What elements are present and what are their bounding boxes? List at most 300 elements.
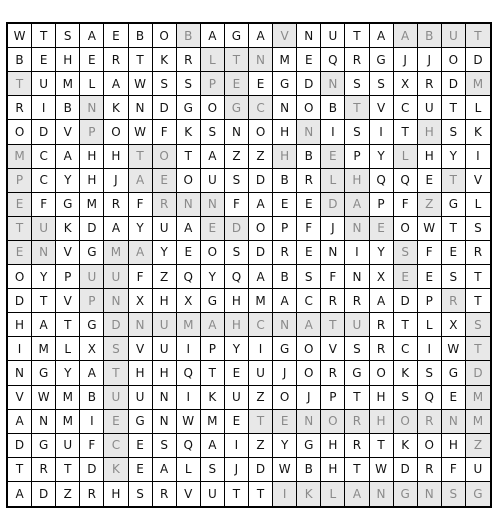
grid-cell[interactable]: F <box>153 120 177 144</box>
grid-cell[interactable]: D <box>225 217 249 241</box>
grid-cell[interactable]: F <box>321 265 345 289</box>
grid-cell[interactable]: R <box>8 96 32 120</box>
grid-cell[interactable]: Y <box>225 337 249 361</box>
grid-cell[interactable]: A <box>297 313 321 337</box>
grid-cell[interactable]: B <box>8 48 32 72</box>
grid-cell[interactable]: L <box>394 145 418 169</box>
grid-cell[interactable]: I <box>466 145 490 169</box>
grid-cell[interactable]: R <box>466 241 490 265</box>
grid-cell[interactable]: E <box>273 410 297 434</box>
grid-cell[interactable]: N <box>8 361 32 385</box>
grid-cell[interactable]: N <box>321 72 345 96</box>
grid-cell[interactable]: N <box>177 193 201 217</box>
grid-cell[interactable]: S <box>466 217 490 241</box>
grid-cell[interactable]: G <box>80 313 104 337</box>
grid-cell[interactable]: N <box>153 386 177 410</box>
grid-cell[interactable]: T <box>442 169 466 193</box>
grid-cell[interactable]: G <box>466 482 490 506</box>
grid-cell[interactable]: K <box>394 361 418 385</box>
grid-cell[interactable]: P <box>321 386 345 410</box>
grid-cell[interactable]: C <box>249 96 273 120</box>
grid-cell[interactable]: R <box>345 434 369 458</box>
grid-cell[interactable]: R <box>321 289 345 313</box>
grid-cell[interactable]: L <box>80 72 104 96</box>
grid-cell[interactable]: S <box>297 265 321 289</box>
grid-cell[interactable]: T <box>345 96 369 120</box>
grid-cell[interactable]: M <box>56 410 80 434</box>
grid-cell[interactable]: Y <box>56 169 80 193</box>
grid-cell[interactable]: G <box>370 48 394 72</box>
grid-cell[interactable]: P <box>80 120 104 144</box>
grid-cell[interactable]: D <box>297 72 321 96</box>
grid-cell[interactable]: B <box>297 458 321 482</box>
grid-cell[interactable]: A <box>201 24 225 48</box>
grid-cell[interactable]: A <box>80 361 104 385</box>
grid-cell[interactable]: S <box>466 313 490 337</box>
grid-cell[interactable]: E <box>80 48 104 72</box>
grid-cell[interactable]: N <box>32 410 56 434</box>
grid-cell[interactable]: A <box>104 72 128 96</box>
grid-cell[interactable]: M <box>177 313 201 337</box>
grid-cell[interactable]: L <box>56 337 80 361</box>
grid-cell[interactable]: H <box>153 289 177 313</box>
grid-cell[interactable]: A <box>129 241 153 265</box>
grid-cell[interactable]: N <box>370 482 394 506</box>
grid-cell[interactable]: E <box>273 193 297 217</box>
grid-cell[interactable]: S <box>153 72 177 96</box>
grid-cell[interactable]: G <box>177 96 201 120</box>
grid-cell[interactable]: P <box>418 289 442 313</box>
grid-cell[interactable]: P <box>345 145 369 169</box>
grid-cell[interactable]: Q <box>418 386 442 410</box>
grid-cell[interactable]: V <box>273 24 297 48</box>
grid-cell[interactable]: H <box>321 434 345 458</box>
grid-cell[interactable]: H <box>80 145 104 169</box>
grid-cell[interactable]: R <box>418 410 442 434</box>
grid-cell[interactable]: G <box>297 434 321 458</box>
grid-cell[interactable]: O <box>442 48 466 72</box>
grid-cell[interactable]: U <box>466 458 490 482</box>
grid-cell[interactable]: F <box>394 193 418 217</box>
grid-cell[interactable]: A <box>104 217 128 241</box>
grid-cell[interactable]: U <box>345 313 369 337</box>
grid-cell[interactable]: J <box>418 48 442 72</box>
grid-cell[interactable]: N <box>345 217 369 241</box>
grid-cell[interactable]: J <box>321 217 345 241</box>
grid-cell[interactable]: D <box>32 120 56 144</box>
grid-cell[interactable]: Y <box>56 361 80 385</box>
grid-cell[interactable]: G <box>394 482 418 506</box>
grid-cell[interactable]: N <box>104 289 128 313</box>
grid-cell[interactable]: T <box>466 289 490 313</box>
grid-cell[interactable]: P <box>80 289 104 313</box>
grid-cell[interactable]: M <box>56 72 80 96</box>
grid-cell[interactable]: B <box>129 24 153 48</box>
grid-cell[interactable]: M <box>466 72 490 96</box>
grid-cell[interactable]: U <box>104 386 128 410</box>
grid-cell[interactable]: S <box>201 120 225 144</box>
grid-cell[interactable]: H <box>418 145 442 169</box>
grid-cell[interactable]: P <box>273 217 297 241</box>
grid-cell[interactable]: J <box>225 458 249 482</box>
grid-cell[interactable]: R <box>32 458 56 482</box>
grid-cell[interactable]: N <box>201 193 225 217</box>
grid-cell[interactable]: O <box>177 169 201 193</box>
grid-cell[interactable]: R <box>345 289 369 313</box>
grid-cell[interactable]: B <box>418 24 442 48</box>
grid-cell[interactable]: A <box>32 313 56 337</box>
grid-cell[interactable]: F <box>32 193 56 217</box>
grid-cell[interactable]: D <box>394 289 418 313</box>
grid-cell[interactable]: Z <box>153 265 177 289</box>
grid-cell[interactable]: S <box>442 482 466 506</box>
grid-cell[interactable]: N <box>129 96 153 120</box>
grid-cell[interactable]: F <box>225 193 249 217</box>
grid-cell[interactable]: T <box>442 96 466 120</box>
grid-cell[interactable]: M <box>201 410 225 434</box>
grid-cell[interactable]: T <box>345 386 369 410</box>
grid-cell[interactable]: M <box>273 48 297 72</box>
grid-cell[interactable]: D <box>80 458 104 482</box>
grid-cell[interactable]: H <box>345 169 369 193</box>
grid-cell[interactable]: Z <box>249 386 273 410</box>
grid-cell[interactable]: G <box>32 434 56 458</box>
grid-cell[interactable]: C <box>394 337 418 361</box>
grid-cell[interactable]: S <box>418 361 442 385</box>
grid-cell[interactable]: E <box>8 193 32 217</box>
grid-cell[interactable]: A <box>249 193 273 217</box>
grid-cell[interactable]: D <box>32 482 56 506</box>
grid-cell[interactable]: S <box>104 337 128 361</box>
grid-cell[interactable]: S <box>129 482 153 506</box>
grid-cell[interactable]: R <box>345 48 369 72</box>
grid-cell[interactable]: W <box>418 217 442 241</box>
grid-cell[interactable]: T <box>466 24 490 48</box>
grid-cell[interactable]: J <box>273 361 297 385</box>
grid-cell[interactable]: E <box>297 241 321 265</box>
grid-cell[interactable]: T <box>225 48 249 72</box>
grid-cell[interactable]: S <box>153 434 177 458</box>
grid-cell[interactable]: T <box>56 313 80 337</box>
grid-cell[interactable]: V <box>321 337 345 361</box>
grid-cell[interactable]: O <box>104 120 128 144</box>
grid-cell[interactable]: P <box>56 265 80 289</box>
grid-cell[interactable]: L <box>466 193 490 217</box>
grid-cell[interactable]: L <box>321 169 345 193</box>
grid-cell[interactable]: Q <box>321 48 345 72</box>
grid-cell[interactable]: U <box>321 24 345 48</box>
grid-cell[interactable]: D <box>321 193 345 217</box>
grid-cell[interactable]: X <box>80 337 104 361</box>
grid-cell[interactable]: N <box>249 48 273 72</box>
grid-cell[interactable]: W <box>8 24 32 48</box>
grid-cell[interactable]: E <box>321 145 345 169</box>
grid-cell[interactable]: W <box>177 410 201 434</box>
grid-cell[interactable]: H <box>225 289 249 313</box>
grid-cell[interactable]: S <box>370 72 394 96</box>
grid-cell[interactable]: M <box>466 410 490 434</box>
grid-cell[interactable]: O <box>394 217 418 241</box>
grid-cell[interactable]: M <box>8 145 32 169</box>
grid-cell[interactable]: W <box>129 72 153 96</box>
grid-cell[interactable]: N <box>442 410 466 434</box>
grid-cell[interactable]: S <box>345 120 369 144</box>
grid-cell[interactable]: H <box>56 48 80 72</box>
grid-cell[interactable]: D <box>394 458 418 482</box>
grid-cell[interactable]: V <box>177 482 201 506</box>
grid-cell[interactable]: N <box>273 313 297 337</box>
grid-cell[interactable]: T <box>370 434 394 458</box>
grid-cell[interactable]: D <box>8 289 32 313</box>
grid-cell[interactable]: U <box>56 434 80 458</box>
grid-cell[interactable]: R <box>153 193 177 217</box>
grid-cell[interactable]: H <box>273 145 297 169</box>
grid-cell[interactable]: N <box>321 241 345 265</box>
grid-cell[interactable]: S <box>225 169 249 193</box>
grid-cell[interactable]: B <box>321 96 345 120</box>
grid-cell[interactable]: U <box>418 96 442 120</box>
grid-cell[interactable]: Y <box>201 265 225 289</box>
grid-cell[interactable]: H <box>370 386 394 410</box>
grid-cell[interactable]: T <box>32 24 56 48</box>
grid-cell[interactable]: R <box>297 169 321 193</box>
grid-cell[interactable]: A <box>370 289 394 313</box>
grid-cell[interactable]: N <box>418 482 442 506</box>
grid-cell[interactable]: O <box>153 145 177 169</box>
grid-cell[interactable]: V <box>8 386 32 410</box>
grid-cell[interactable]: U <box>442 24 466 48</box>
grid-cell[interactable]: L <box>201 48 225 72</box>
grid-cell[interactable]: Z <box>418 193 442 217</box>
grid-cell[interactable]: D <box>249 169 273 193</box>
grid-cell[interactable]: R <box>418 72 442 96</box>
grid-cell[interactable]: S <box>201 458 225 482</box>
grid-cell[interactable]: H <box>321 458 345 482</box>
grid-cell[interactable]: R <box>153 482 177 506</box>
grid-cell[interactable]: O <box>273 386 297 410</box>
grid-cell[interactable]: T <box>466 265 490 289</box>
grid-cell[interactable]: X <box>442 313 466 337</box>
grid-cell[interactable]: U <box>32 217 56 241</box>
grid-cell[interactable]: O <box>8 120 32 144</box>
grid-cell[interactable]: O <box>297 337 321 361</box>
grid-cell[interactable]: U <box>153 313 177 337</box>
grid-cell[interactable]: X <box>177 289 201 313</box>
grid-cell[interactable]: J <box>297 386 321 410</box>
grid-cell[interactable]: M <box>249 289 273 313</box>
grid-cell[interactable]: E <box>225 72 249 96</box>
grid-cell[interactable]: R <box>177 48 201 72</box>
grid-cell[interactable]: Y <box>273 434 297 458</box>
grid-cell[interactable]: H <box>418 120 442 144</box>
grid-cell[interactable]: X <box>129 289 153 313</box>
grid-cell[interactable]: C <box>104 434 128 458</box>
grid-cell[interactable]: T <box>345 24 369 48</box>
grid-cell[interactable]: E <box>442 386 466 410</box>
grid-cell[interactable]: Y <box>370 145 394 169</box>
grid-cell[interactable]: B <box>273 265 297 289</box>
grid-cell[interactable]: X <box>370 265 394 289</box>
grid-cell[interactable]: A <box>273 289 297 313</box>
grid-cell[interactable]: J <box>104 169 128 193</box>
grid-cell[interactable]: E <box>32 48 56 72</box>
grid-cell[interactable]: S <box>345 72 369 96</box>
grid-cell[interactable]: W <box>273 458 297 482</box>
grid-cell[interactable]: O <box>8 265 32 289</box>
grid-cell[interactable]: V <box>370 96 394 120</box>
grid-cell[interactable]: O <box>249 120 273 144</box>
grid-cell[interactable]: G <box>442 193 466 217</box>
grid-cell[interactable]: Y <box>153 241 177 265</box>
grid-cell[interactable]: D <box>249 458 273 482</box>
grid-cell[interactable]: J <box>394 48 418 72</box>
grid-cell[interactable]: H <box>442 434 466 458</box>
grid-cell[interactable]: E <box>370 217 394 241</box>
grid-cell[interactable]: R <box>345 410 369 434</box>
grid-cell[interactable]: U <box>80 265 104 289</box>
grid-cell[interactable]: N <box>153 410 177 434</box>
grid-cell[interactable]: R <box>370 337 394 361</box>
grid-cell[interactable]: T <box>394 313 418 337</box>
grid-cell[interactable]: H <box>80 169 104 193</box>
grid-cell[interactable]: A <box>249 265 273 289</box>
grid-cell[interactable]: D <box>104 313 128 337</box>
grid-cell[interactable]: F <box>129 193 153 217</box>
grid-cell[interactable]: O <box>201 241 225 265</box>
grid-cell[interactable]: I <box>32 96 56 120</box>
grid-cell[interactable]: I <box>80 410 104 434</box>
grid-cell[interactable]: R <box>442 289 466 313</box>
grid-cell[interactable]: V <box>56 120 80 144</box>
grid-cell[interactable]: Y <box>129 217 153 241</box>
grid-cell[interactable]: R <box>321 361 345 385</box>
grid-cell[interactable]: Q <box>370 169 394 193</box>
grid-cell[interactable]: N <box>129 313 153 337</box>
grid-cell[interactable]: I <box>418 337 442 361</box>
grid-cell[interactable]: T <box>32 289 56 313</box>
grid-cell[interactable]: H <box>8 313 32 337</box>
grid-cell[interactable]: V <box>56 241 80 265</box>
grid-cell[interactable]: T <box>466 337 490 361</box>
grid-cell[interactable]: R <box>80 482 104 506</box>
grid-cell[interactable]: G <box>273 337 297 361</box>
grid-cell[interactable]: M <box>466 386 490 410</box>
grid-cell[interactable]: A <box>394 24 418 48</box>
grid-cell[interactable]: N <box>297 120 321 144</box>
grid-cell[interactable]: Q <box>225 265 249 289</box>
grid-cell[interactable]: N <box>297 410 321 434</box>
grid-cell[interactable]: O <box>153 24 177 48</box>
grid-cell[interactable]: D <box>466 48 490 72</box>
grid-cell[interactable]: K <box>104 458 128 482</box>
grid-cell[interactable]: C <box>32 169 56 193</box>
grid-cell[interactable]: L <box>418 313 442 337</box>
grid-cell[interactable]: I <box>177 386 201 410</box>
grid-cell[interactable]: T <box>129 48 153 72</box>
grid-cell[interactable]: L <box>466 96 490 120</box>
grid-cell[interactable]: Q <box>177 361 201 385</box>
grid-cell[interactable]: I <box>345 241 369 265</box>
grid-cell[interactable]: N <box>273 96 297 120</box>
grid-cell[interactable]: G <box>345 361 369 385</box>
grid-cell[interactable]: S <box>394 241 418 265</box>
grid-cell[interactable]: H <box>370 410 394 434</box>
grid-cell[interactable]: A <box>177 217 201 241</box>
grid-cell[interactable]: A <box>80 24 104 48</box>
grid-cell[interactable]: R <box>104 48 128 72</box>
grid-cell[interactable]: A <box>345 193 369 217</box>
grid-cell[interactable]: I <box>273 482 297 506</box>
grid-cell[interactable]: G <box>225 96 249 120</box>
grid-cell[interactable]: B <box>56 96 80 120</box>
grid-cell[interactable]: I <box>249 337 273 361</box>
grid-cell[interactable]: E <box>249 72 273 96</box>
grid-cell[interactable]: V <box>129 337 153 361</box>
grid-cell[interactable]: I <box>177 337 201 361</box>
grid-cell[interactable]: D <box>442 72 466 96</box>
grid-cell[interactable]: Y <box>32 265 56 289</box>
grid-cell[interactable]: U <box>153 217 177 241</box>
grid-cell[interactable]: G <box>273 72 297 96</box>
grid-cell[interactable]: K <box>153 48 177 72</box>
grid-cell[interactable]: H <box>104 482 128 506</box>
grid-cell[interactable]: W <box>129 120 153 144</box>
grid-cell[interactable]: A <box>129 169 153 193</box>
grid-cell[interactable]: P <box>8 169 32 193</box>
grid-cell[interactable]: S <box>442 265 466 289</box>
grid-cell[interactable]: Z <box>249 145 273 169</box>
grid-cell[interactable]: O <box>297 361 321 385</box>
grid-cell[interactable]: H <box>129 361 153 385</box>
grid-cell[interactable]: K <box>394 434 418 458</box>
grid-cell[interactable]: B <box>273 169 297 193</box>
grid-cell[interactable]: I <box>8 337 32 361</box>
grid-cell[interactable]: Y <box>370 241 394 265</box>
grid-cell[interactable]: P <box>201 337 225 361</box>
grid-cell[interactable]: S <box>56 24 80 48</box>
grid-cell[interactable]: E <box>104 24 128 48</box>
grid-cell[interactable]: V <box>56 289 80 313</box>
grid-cell[interactable]: S <box>177 72 201 96</box>
grid-cell[interactable]: U <box>201 169 225 193</box>
grid-cell[interactable]: N <box>225 120 249 144</box>
grid-cell[interactable]: E <box>129 434 153 458</box>
grid-cell[interactable]: K <box>297 482 321 506</box>
grid-cell[interactable]: Q <box>177 265 201 289</box>
grid-cell[interactable]: O <box>297 96 321 120</box>
grid-cell[interactable]: F <box>129 265 153 289</box>
grid-cell[interactable]: O <box>394 410 418 434</box>
grid-cell[interactable]: P <box>370 193 394 217</box>
grid-cell[interactable]: G <box>80 241 104 265</box>
grid-cell[interactable]: E <box>225 410 249 434</box>
grid-cell[interactable]: T <box>8 217 32 241</box>
grid-cell[interactable]: N <box>297 24 321 48</box>
grid-cell[interactable]: M <box>32 337 56 361</box>
grid-cell[interactable]: O <box>321 410 345 434</box>
grid-cell[interactable]: G <box>442 361 466 385</box>
grid-cell[interactable]: O <box>418 434 442 458</box>
grid-cell[interactable]: K <box>56 217 80 241</box>
grid-cell[interactable]: A <box>201 145 225 169</box>
grid-cell[interactable]: E <box>177 241 201 265</box>
grid-cell[interactable]: W <box>370 458 394 482</box>
grid-cell[interactable]: M <box>104 241 128 265</box>
grid-cell[interactable]: O <box>370 361 394 385</box>
grid-cell[interactable]: A <box>370 24 394 48</box>
grid-cell[interactable]: U <box>201 482 225 506</box>
grid-cell[interactable]: R <box>418 458 442 482</box>
